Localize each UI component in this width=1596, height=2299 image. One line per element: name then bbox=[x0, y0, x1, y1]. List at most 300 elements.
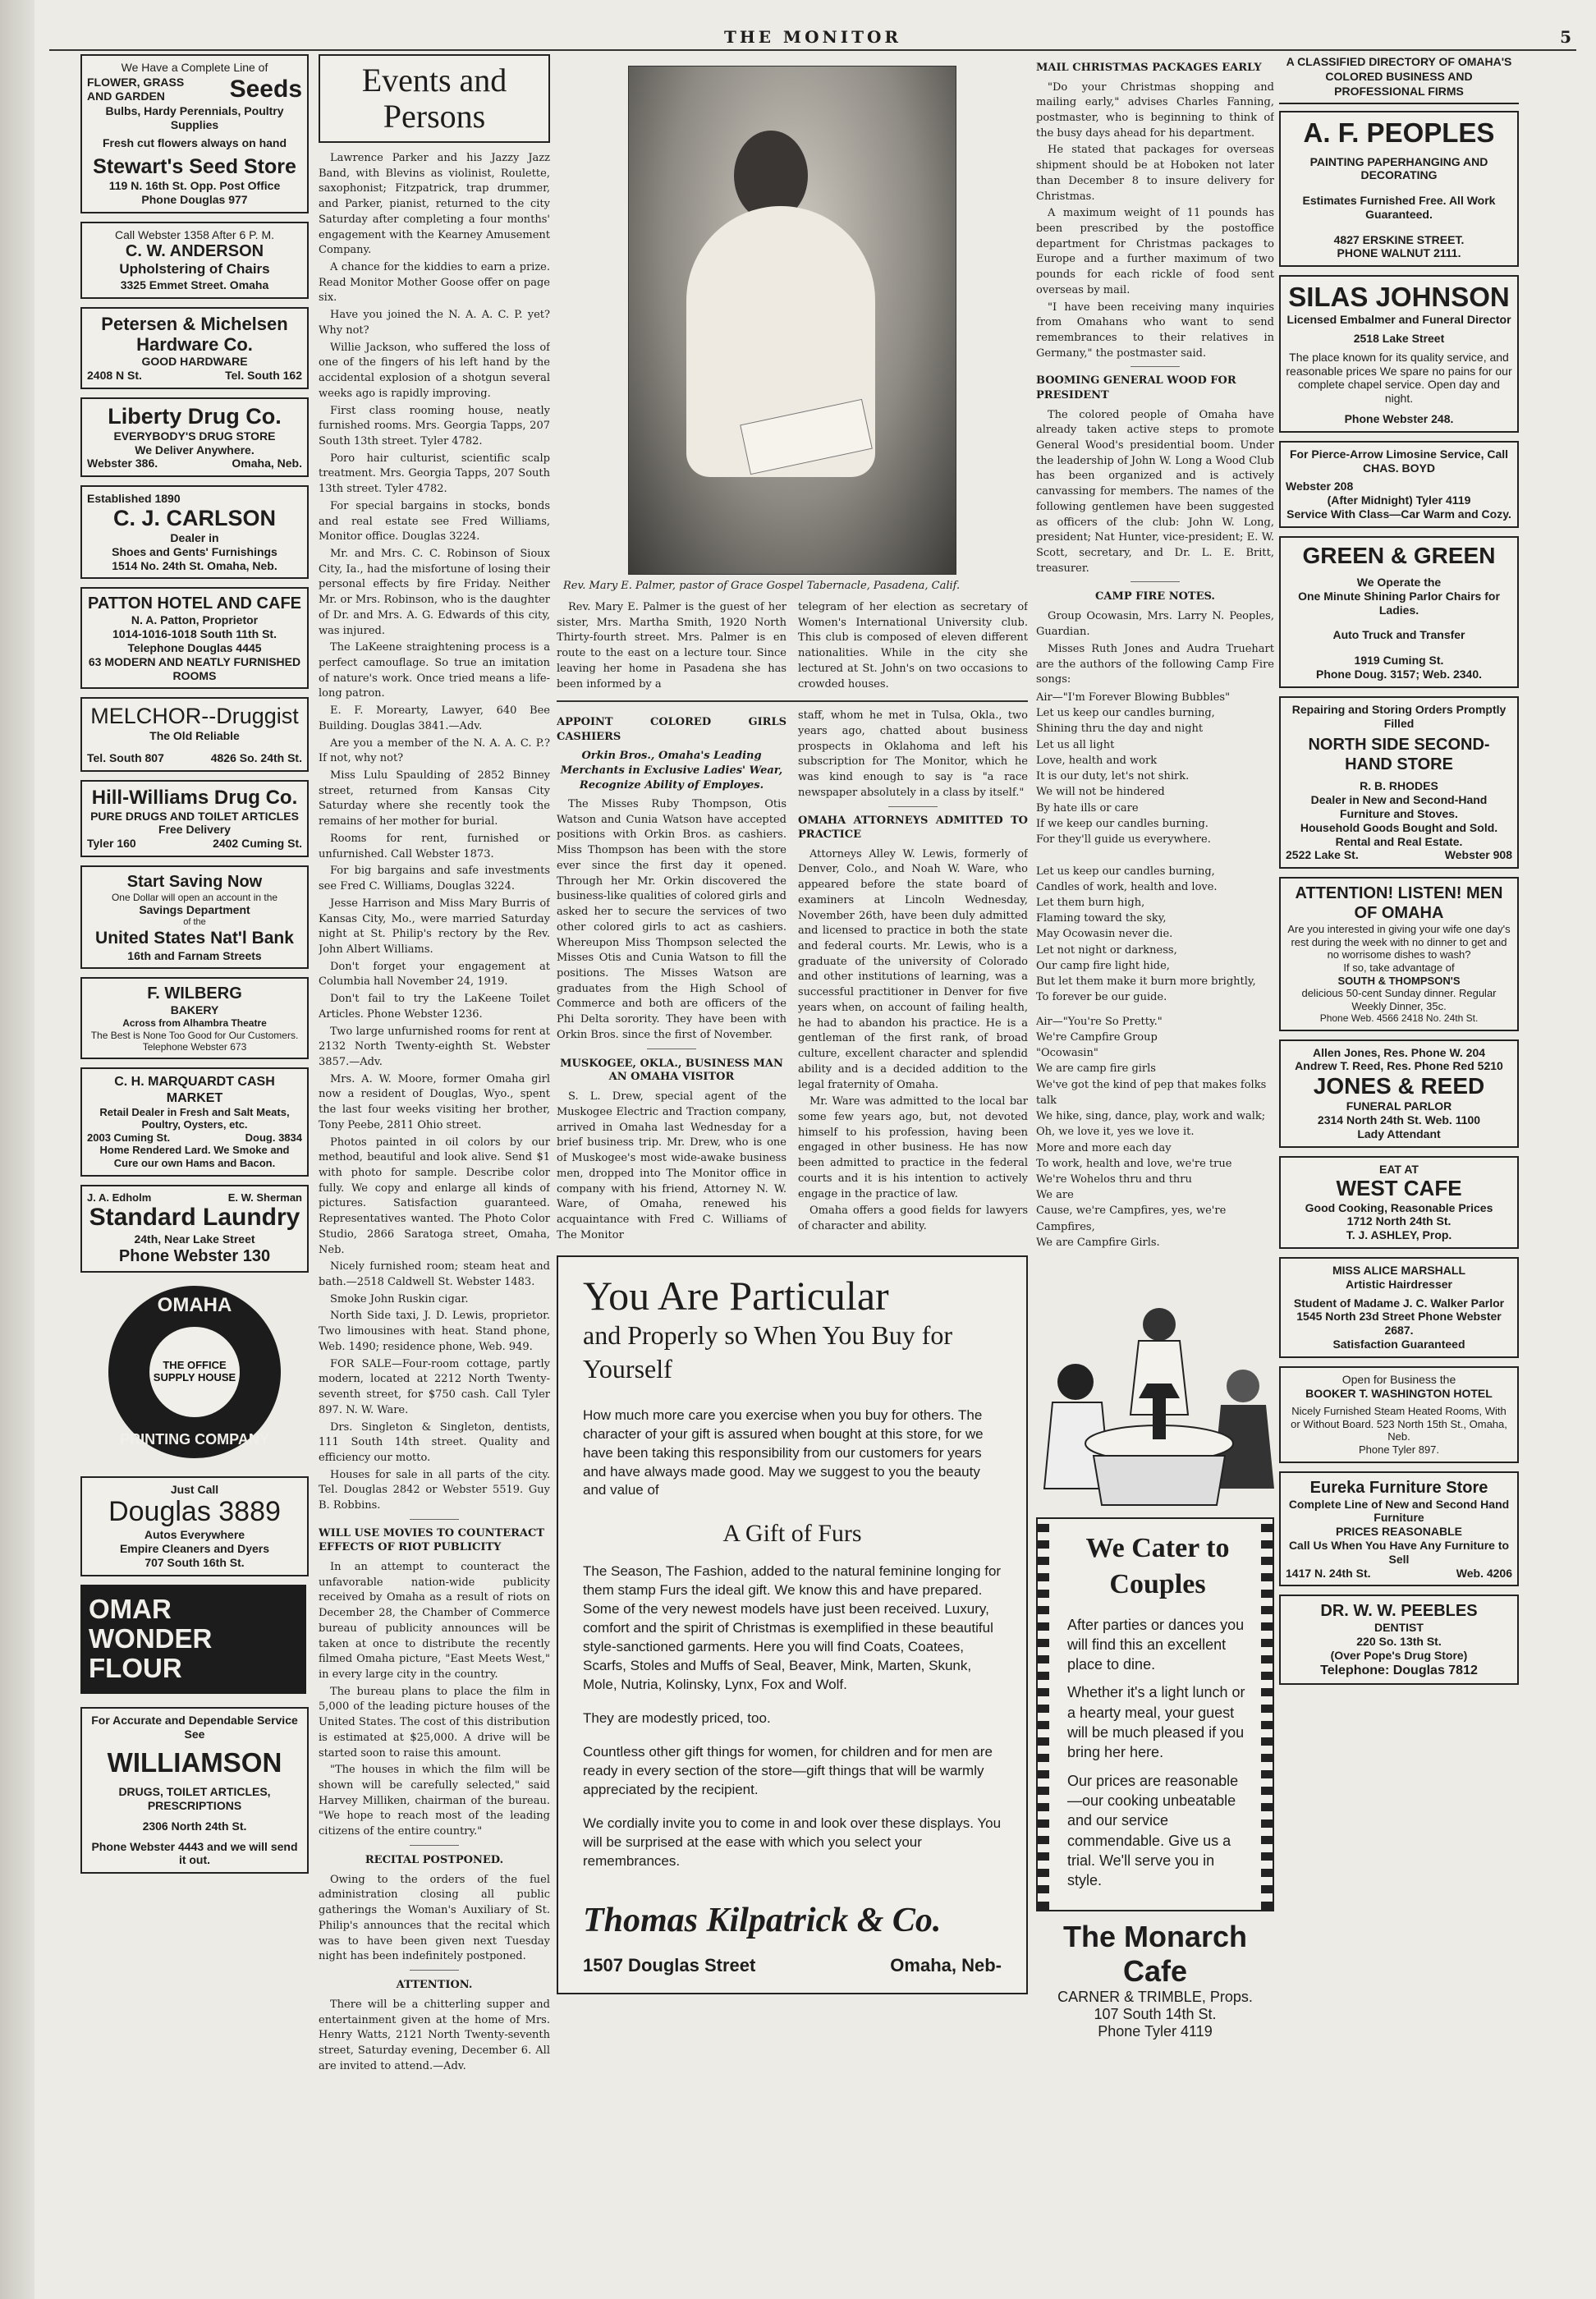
ad-address: 2306 North 24th St. bbox=[142, 1819, 247, 1833]
article-paragraph: Miss Lulu Spaulding of 2852 Binney street, returned from Kansas City Saturday where she recently took the remains of her mother for burial. bbox=[319, 769, 550, 828]
ad-phone: Phone Douglas 977 bbox=[141, 192, 248, 206]
column-four bbox=[1036, 54, 1274, 2156]
song-line: We are bbox=[1036, 1189, 1074, 1202]
ad-signature bbox=[583, 1901, 1002, 1940]
ad-line: N. A. Patton, Proprietor bbox=[131, 613, 259, 627]
ad-name: JONES & REED bbox=[1313, 1073, 1485, 1099]
ad-line: 1014-1016-1018 South 11th St. bbox=[112, 627, 277, 641]
ad-address: 4826 So. 24th St. bbox=[210, 751, 302, 765]
omaha-printing-logo bbox=[108, 1286, 281, 1458]
ad-line: Savings Department bbox=[139, 903, 250, 917]
ad-address: 24th, Near Lake Street bbox=[134, 1232, 255, 1246]
song-line: Let us keep our candles burning, bbox=[1036, 707, 1215, 720]
ad-line: Estimates Furnished Free. All Work Guaranteed. bbox=[1302, 194, 1496, 221]
mail-body bbox=[1036, 80, 1274, 362]
ad-phone: Phone Webster 130 bbox=[118, 1246, 271, 1265]
center-column bbox=[557, 54, 1028, 2156]
ad-line: CARNER & TRIMBLE, Props. bbox=[1057, 1989, 1253, 2006]
ad-line: DENTIST bbox=[1374, 1621, 1424, 1635]
song-line: If we keep our candles burning. bbox=[1036, 817, 1208, 830]
song-line: Candles of work, health and love. bbox=[1036, 880, 1218, 893]
ad-petersen bbox=[80, 307, 309, 389]
flour-text: OMAR bbox=[89, 1593, 172, 1624]
ad-text: How much more care you exercise when you buy for others. The character of your gift is assured when bought at this store, for we have been taking this responsibility from our customers for years and have always made good. May we suggest to you the beauty and value of bbox=[583, 1406, 984, 1498]
ad-phone: Webster 908 bbox=[1444, 848, 1512, 862]
ad-hill-williams bbox=[80, 780, 309, 857]
song-line: Cause, we're Campfires, yes, we're Campfires, bbox=[1036, 1205, 1227, 1233]
ad-name: MELCHOR--Druggist bbox=[90, 704, 299, 729]
divider bbox=[1130, 581, 1180, 582]
article-paragraph: Lawrence Parker and his Jazzy Jazz Band, with Blevins as violinist, Roulette, saxophonist; Fitzpatrick, trap drummer, and Parker, pianist, returned to the city Saturday after completing a four months' engagement with the Kearney Amusement Company. bbox=[319, 152, 550, 257]
article-paragraph: Photos painted in oil colors by our method, beautiful and look alive. Send $1 with photo for sample. Describe color fully. We copy and enlarge all kinds of pictures. Satisfaction guaranteed. Representatives wanted. The Photo Color Studio, 2866 Saratoga street, Omaha, Neb. bbox=[319, 1136, 550, 1256]
ad-line: Household Goods Bought and Sold. Rental and Real Estate. bbox=[1300, 820, 1498, 848]
headline-cashiers: APPOINT COLORED GIRLS CASHIERS bbox=[557, 716, 787, 743]
decorative-border bbox=[1261, 1519, 1273, 1910]
article-paragraph: Mr. Ware was admitted to the local bar some few years ago, but, not devoted himself to his profession, having been engaged in other business. He has now been admitted to practice in the federal courts and it is his intention to actively engage in the practice of law. bbox=[798, 1095, 1028, 1200]
ad-line: Good Cooking, Reasonable Prices bbox=[1305, 1200, 1493, 1214]
headline-mail: MAIL CHRISTMAS PACKAGES EARLY bbox=[1036, 62, 1262, 74]
article-paragraph: "The houses in which the film will be shown will be carefully selected," said Harvey Milliken, chairman of the bureau. "We hope to reach most of the leading citizens of the entire country." bbox=[319, 1764, 550, 1838]
article-paragraph: FOR SALE—Four-room cottage, partly modern, located at 2212 North Twenty-seventh street, for $750 cash. Call Tyler 897. N. W. Ware. bbox=[319, 1357, 550, 1416]
page-edge bbox=[0, 0, 34, 2299]
subheadline-cashiers: Orkin Bros., Omaha's Leading Merchants in Exclusive Ladies' Wear, Recognize Ability of Employes. bbox=[560, 750, 783, 792]
ad-line: of the bbox=[183, 917, 206, 928]
ad-name: DR. W. W. PEEBLES bbox=[1320, 1602, 1478, 1621]
article-text: telegram of her election as secretary of Women's International University club. This club is composed of eleven different nationalities. While in the city she lectured at St. John's on two occasions to crowded houses. bbox=[798, 601, 1028, 691]
ad-name: Hill-Williams Drug Co. bbox=[91, 787, 298, 809]
article-paragraph: Have you joined the N. A. A. C. P. yet? Why not? bbox=[319, 309, 550, 337]
headline-wood: BOOMING GENERAL WOOD FOR PRESIDENT bbox=[1036, 374, 1236, 402]
article-paragraph: North Side taxi, J. D. Lewis, proprietor. Two limousines with heat. Stand phone, Web. 1490; residence phone, Web. 949. bbox=[319, 1310, 550, 1353]
ad-city: Omaha, Neb. bbox=[232, 457, 302, 470]
song-line: For they'll guide us everywhere. bbox=[1036, 833, 1211, 847]
ad-line: T. J. ASHLEY, Prop. bbox=[1346, 1228, 1452, 1242]
song-line: We hike, sing, dance, play, work and walk; bbox=[1036, 1110, 1266, 1123]
ad-name: MISS ALICE MARSHALL bbox=[1332, 1263, 1466, 1277]
ad-address: 2314 North 24th St. Web. 1100 bbox=[1317, 1113, 1481, 1127]
ad-alice-marshall bbox=[1279, 1257, 1519, 1358]
ad-phone: Web. 4206 bbox=[1456, 1566, 1512, 1580]
ad-line: Just Call bbox=[170, 1482, 219, 1496]
ad-name: WILLIAMSON bbox=[107, 1747, 282, 1778]
ad-line: The place known for its quality service, and reasonable prices We spare no pains for our complete chapel service. Open day and night. bbox=[1286, 350, 1512, 406]
article-paragraph: Mrs. A. W. Moore, former Omaha girl now a resident of Douglas, Wyo., spent the last four weeks visiting her brother, Tony Peebe, 2811 Ohio street. bbox=[319, 1072, 550, 1131]
ad-carlson bbox=[80, 485, 309, 579]
article-paragraph: Houses for sale in all parts of the city. Tel. Douglas 2842 or Webster 5519. Guy B. Robbins. bbox=[319, 1468, 550, 1512]
article-paragraph: "Do your Christmas shopping and mailing early," advises Charles Fanning, postmaster, who is beginning to think of the busy days ahead for his department. bbox=[1036, 80, 1274, 140]
ad-owner: E. W. Sherman bbox=[227, 1191, 302, 1204]
ad-name: F. WILBERG bbox=[147, 984, 242, 1003]
article-paragraph: First class rooming house, neatly furnished rooms. Mrs. Georgia Tapps, 207 South 13th street. Tyler 4782. bbox=[319, 404, 550, 447]
song-line: Let them burn high, bbox=[1036, 897, 1145, 910]
ad-address: 3325 Emmet Street. Omaha bbox=[120, 278, 269, 291]
headline-attention: ATTENTION. bbox=[396, 1979, 473, 1992]
ad-phone: PHONE WALNUT 2111. bbox=[1337, 246, 1461, 260]
ad-text: We cordially invite you to come in and look over these displays. You will be surprised at the ease with which you select your remembrances. bbox=[583, 1815, 1002, 1869]
flour-text: WONDER bbox=[89, 1623, 213, 1654]
ad-subheadline: and Properly so When You Buy for Yourself bbox=[583, 1319, 953, 1384]
ad-heading: Start Saving Now bbox=[126, 872, 263, 891]
article-paragraph: Attorneys Alley W. Lewis, formerly of Denver, Colo., and Noah W. Ware, who appeared before the state board of examiners at Lincoln Wednesday, November 26th, have been duly admitted and licensed to practice in both the state and federal courts. Mr. Lewis, who is a graduate of the university of Colorado and other institutions of learning, was a successful practitioner in Denver for five years when, on account of failing health, he had to abandon his practice. He is a gentleman of the first rank, of broad culture, excellent character and splendid ability and is a decided addition to the legal fraternity of Omaha. bbox=[798, 847, 1028, 1091]
ad-headline: We Cater to Couples bbox=[1085, 1533, 1230, 1600]
song-line: May Ocowasin never die. bbox=[1036, 928, 1173, 941]
article-paragraph: Don't forget your engagement at Columbia hall November 24, 1919. bbox=[319, 960, 550, 989]
ad-line: Call Us When You Have Any Furniture to Sell bbox=[1288, 1539, 1510, 1566]
divider bbox=[410, 1845, 459, 1846]
ad-name: Stewart's Seed Store bbox=[93, 155, 296, 179]
article-paragraph: Smoke John Ruskin cigar. bbox=[330, 1292, 469, 1306]
ad-line: Home Rendered Lard. We Smoke and Cure our own Hams and Bacon. bbox=[99, 1144, 290, 1170]
ad-heading: ATTENTION! LISTEN! MEN OF OMAHA bbox=[1295, 884, 1503, 923]
article-text: S. L. Drew, special agent of the Muskogee Electric and Traction company, arrived in Omaha last Wednesday for a brief business trip. Mr. Drew, who is one of Muskogee's most wide-awake business men, dropped into The Monitor office in company with his friend, Attorney N. W. Ware, of Omaha, renewed his acquaintance with Fred C. Williams of The Monitor bbox=[557, 1090, 787, 1241]
ad-line: Nicely Furnished Steam Heated Rooms, With or Without Board. 523 North 15th St., Omaha, Neb. bbox=[1291, 1405, 1507, 1443]
ad-line: SOUTH & THOMPSON'S bbox=[1337, 974, 1461, 987]
ad-city: Omaha, Neb- bbox=[890, 1954, 1002, 1975]
ad-line: Auto Truck and Transfer bbox=[1332, 628, 1465, 642]
ad-company: Thomas Kilpatrick & Co. bbox=[583, 1901, 942, 1939]
directory-heading: A CLASSIFIED DIRECTORY OF OMAHA'S COLORED BUSINESS AND PROFESSIONAL FIRMS bbox=[1279, 54, 1519, 104]
ad-line: One Minute Shining Parlor Chairs for Ladies. bbox=[1298, 589, 1500, 617]
ad-line: GOOD HARDWARE bbox=[141, 355, 248, 369]
masthead-title: THE MONITOR bbox=[723, 27, 902, 47]
events-column bbox=[319, 54, 550, 2156]
ad-line: For Pierce-Arrow Limosine Service, Call bbox=[1289, 447, 1509, 461]
article-paragraph: The LaKeene straightening process is a perfect camouflage. So true an imitation of nature's work. Once tried means a life-long patron. bbox=[319, 641, 550, 700]
ad-line: Shoes and Gents' Furnishings bbox=[112, 544, 277, 558]
ad-name: Eureka Furniture Store bbox=[1309, 1478, 1488, 1497]
ad-name: The Monarch Cafe bbox=[1062, 1920, 1247, 1989]
ad-line: Allen Jones, Res. Phone W. 204 bbox=[1312, 1045, 1486, 1059]
ad-omar-flour bbox=[80, 1585, 306, 1694]
ad-chas-boyd bbox=[1279, 441, 1519, 528]
ad-phone: Webster 208 bbox=[1286, 480, 1354, 493]
ad-line: FUNERAL PARLOR bbox=[1346, 1099, 1452, 1113]
ad-line: Dealer in New and Second-Hand Furniture and Stoves. bbox=[1310, 793, 1488, 820]
ad-address: 220 So. 13th St. bbox=[1356, 1635, 1442, 1649]
headline-recital: RECITAL POSTPONED. bbox=[365, 1853, 504, 1866]
ad-line: R. B. RHODES bbox=[1360, 779, 1438, 793]
article-paragraph: Mr. and Mrs. C. C. Robinson of Sioux City, Ia., had the misfortune of losing their personal effects by fire Friday. Neither Mr. or Mrs. Robinson, who is the daughter of Dr. and Mrs. A. G. Edwards of this city, was injured. bbox=[319, 547, 550, 637]
ad-line: Fresh cut flowers always on hand bbox=[102, 136, 287, 150]
ad-line: Open for Business the bbox=[1341, 1372, 1456, 1386]
ad-we-cater bbox=[1036, 1517, 1274, 1911]
ad-name: Petersen & Michelsen Hardware Co. bbox=[101, 313, 288, 355]
ad-marquardt bbox=[80, 1067, 309, 1176]
ad-address: 1417 N. 24th St. bbox=[1286, 1566, 1371, 1580]
ad-phone: Phone Tyler 897. bbox=[1358, 1443, 1440, 1457]
ad-line: Retail Dealer in Fresh and Salt Meats, Poultry, Oysters, etc. bbox=[99, 1105, 290, 1131]
ad-line: Phone Webster 4443 and we will send it out. bbox=[91, 1839, 298, 1867]
article-paragraph: Rooms for rent, furnished or unfurnished. Call Webster 1873. bbox=[319, 832, 550, 860]
song-line: By hate ills or care bbox=[1036, 801, 1139, 815]
ad-name: Standard Laundry bbox=[89, 1204, 300, 1232]
article-text: Misses Ruth Jones and Audra Truehart are the authors of the following Camp Fire songs: bbox=[1036, 642, 1274, 686]
ad-phone: (After Midnight) Tyler 4119 bbox=[1327, 493, 1471, 507]
ad-address: 2408 N St. bbox=[87, 368, 142, 382]
ad-wilberg-bakery bbox=[80, 977, 309, 1059]
ad-phone: Telephone Webster 673 bbox=[142, 1040, 247, 1053]
ad-address: 1514 No. 24th St. Omaha, Neb. bbox=[112, 558, 277, 572]
ad-anderson bbox=[80, 222, 309, 299]
ad-monarch-cafe bbox=[1036, 1920, 1274, 2040]
ad-name: A. F. PEOPLES bbox=[1303, 117, 1495, 148]
ad-name: SILAS JOHNSON bbox=[1288, 282, 1510, 313]
ad-line: Are you interested in giving your wife one day's rest during the week with no dinner to get and no worrisome dishes to wash? bbox=[1287, 923, 1511, 961]
ad-line: Satisfaction Guaranteed bbox=[1332, 1337, 1465, 1351]
decorative-border bbox=[1038, 1519, 1049, 1910]
ad-name: PATTON HOTEL AND CAFE bbox=[88, 594, 301, 613]
ad-line: PURE DRUGS AND TOILET ARTICLES bbox=[90, 809, 299, 823]
ad-address: 2003 Cuming St. bbox=[87, 1131, 171, 1144]
article-paragraph: A chance for the kiddies to earn a prize. Read Monitor Mother Goose offer on page six. bbox=[319, 261, 550, 305]
ad-phone: Telephone: Douglas 7812 bbox=[1320, 1663, 1478, 1677]
ad-line: One Dollar will open an account in the bbox=[111, 891, 278, 903]
ad-phone: Phone Webster 248. bbox=[1344, 412, 1454, 425]
article-text: staff, whom he met in Tulsa, Okla., two years ago, chatted about business prospects in Oklahoma and left his subscription for The Monitor, which he was kind enough to say is "a race newspaper absolutely in a class by itself." bbox=[798, 709, 1028, 799]
ad-address: 2522 Lake St. bbox=[1286, 848, 1359, 862]
dining-couple-illustration bbox=[1036, 1292, 1274, 1517]
ad-name: BOOKER T. WASHINGTON HOTEL bbox=[1305, 1386, 1493, 1400]
song-line: To work, health and love, we're true bbox=[1036, 1157, 1232, 1170]
song-line: We are Campfire Girls. bbox=[1036, 1236, 1160, 1249]
ad-text: Countless other gift things for women, for children and for men are ready in every section of the store—gift things that will be warmly appreciated by the recipient. bbox=[583, 1743, 993, 1797]
ad-name: CHAS. BOYD bbox=[1363, 461, 1435, 475]
ad-west-cafe bbox=[1279, 1156, 1519, 1249]
song-line: It is our duty, let's not shirk. bbox=[1036, 770, 1190, 783]
logo-text: OMAHA bbox=[157, 1293, 232, 1316]
article-paragraph: A maximum weight of 11 pounds has been prescribed by the postoffice department for Christmas packages to Europe and a further maximum of two pounds for each rickle of food sent overseas by mail. bbox=[1036, 207, 1274, 296]
ad-address: 4827 ERSKINE STREET. bbox=[1333, 232, 1465, 246]
ad-line: Licensed Embalmer and Funeral Director bbox=[1286, 313, 1511, 327]
ad-name: Liberty Drug Co. bbox=[108, 403, 282, 429]
ad-line: Service With Class—Car Warm and Cozy. bbox=[1286, 507, 1511, 521]
ad-owner: J. A. Edholm bbox=[87, 1191, 152, 1204]
ad-address: 2518 Lake Street bbox=[1353, 332, 1445, 346]
ad-booker-washington-hotel bbox=[1279, 1366, 1519, 1463]
ad-peoples bbox=[1279, 111, 1519, 268]
ad-line: Across from Alhambra Theatre bbox=[122, 1017, 267, 1030]
ad-eureka-furniture bbox=[1279, 1471, 1519, 1587]
ad-furs-title: A Gift of Furs bbox=[722, 1520, 862, 1548]
ad-address: 1919 Cuming St. bbox=[1354, 654, 1444, 668]
headline-campfire: CAMP FIRE NOTES. bbox=[1095, 590, 1215, 603]
ad-line: For Accurate and Dependable Service See bbox=[91, 1713, 298, 1741]
song-line: Shining thru the day and night bbox=[1036, 723, 1204, 736]
ad-name: NORTH SIDE SECOND-HAND STORE bbox=[1308, 736, 1490, 774]
song-line: But let them make it burn more brightly, bbox=[1036, 975, 1256, 989]
article-text: Group Ocowasin, Mrs. Larry N. Peoples, Guardian. bbox=[1036, 610, 1274, 639]
article-paragraph: Are you a member of the N. A. A. C. P.? If not, why not? bbox=[319, 737, 550, 765]
article-paragraph: Poro hair culturist, scientific scalp treatment. Mrs. Georgia Tapps, 207 South 13th street. Tyler 4782. bbox=[319, 452, 550, 496]
article-paragraph: He stated that packages for overseas shipment should be at Hoboken not later than December 8 to insure delivery for Christmas. bbox=[1036, 144, 1274, 203]
song-line: We're Wohelos thru and thru bbox=[1036, 1173, 1192, 1186]
ad-line: DRUGS, TOILET ARTICLES, PRESCRIPTIONS bbox=[118, 1785, 271, 1813]
ad-line: Bulbs, Hardy Perennials, Poultry Supplies bbox=[105, 103, 284, 131]
recital-text: Owing to the orders of the fuel administration closing all public gatherings the Woman's Auxiliary of St. Philip's announces that the recital which was to have been given next Tuesday night has been indefinitely postponed. bbox=[319, 1873, 550, 1963]
ad-melchor bbox=[80, 697, 309, 772]
ad-line: We Have a Complete Line of bbox=[121, 61, 268, 74]
ad-line: If so, take advantage of bbox=[1343, 961, 1455, 974]
ad-line: (Over Pope's Drug Store) bbox=[1330, 1649, 1468, 1663]
ad-address: 2402 Cuming St. bbox=[213, 837, 302, 851]
ad-line: Dealer in bbox=[170, 530, 219, 544]
ad-address: 107 South 14th St. bbox=[1094, 2006, 1217, 2023]
article-paragraph: Don't fail to try the LaKeene Toilet Articles. Phone Webster 1236. bbox=[319, 993, 550, 1021]
ad-line: Complete Line of New and Second Hand Furniture bbox=[1288, 1497, 1510, 1525]
song-line: Let not night or darkness, bbox=[1036, 943, 1177, 957]
page-number: 5 bbox=[1560, 27, 1571, 47]
ad-line: 63 MODERN AND NEATLY FURNISHED ROOMS bbox=[88, 654, 301, 682]
ad-seeds: Seeds bbox=[229, 75, 302, 103]
ad-phone: Phone Doug. 3157; Web. 2340. bbox=[1315, 667, 1483, 681]
ad-text: The Season, The Fashion, added to the natural feminine longing for them stamp Furs the ideal gift. We know this and have prepared. Some of the very newest models have just been received. Luxury, comfort and the spirit of Christmas is exemplified in these beautiful style-sanctioned garments. Here you will find Coats, Coatees, Scarfs, Stoles and Muffs of Seal, Beaver, Mink, Marten, Skunk, Mole, Nutria, Kolinsky, Lynx, Fox and Wolf. bbox=[583, 1563, 1002, 1693]
logo-text: PRINTING COMPANY bbox=[120, 1430, 269, 1448]
ad-line: FLOWER, GRASS AND GARDEN bbox=[87, 76, 185, 103]
article-paragraph: For special bargains in stocks, bonds and real estate see Fred Williams, Monitor office. Douglas 3224. bbox=[319, 499, 550, 544]
ad-line: Repairing and Storing Orders Promptly Filled bbox=[1291, 702, 1507, 730]
ad-line: EVERYBODY'S DRUG STORE bbox=[113, 429, 276, 443]
movies-body bbox=[319, 1560, 550, 1840]
ad-name: WEST CAFE bbox=[1336, 1175, 1462, 1200]
photo-caption: Rev. Mary E. Palmer, pastor of Grace Gospel Tabernacle, Pasadena, Calif. bbox=[563, 580, 961, 592]
divider bbox=[410, 1519, 459, 1520]
ad-line: PAINTING PAPERHANGING AND DECORATING bbox=[1309, 154, 1488, 182]
ad-line: Student of Madame J. C. Walker Parlor 1545 North 23d Street Phone Webster 2687. bbox=[1293, 1296, 1505, 1338]
ad-line: delicious 50-cent Sunday dinner. Regular Weekly Dinner, 35c. bbox=[1301, 987, 1497, 1012]
ad-phone: Webster 386. bbox=[87, 457, 158, 470]
song-line: To forever be our guide. bbox=[1036, 991, 1167, 1004]
ad-kilpatrick bbox=[557, 1255, 1028, 1994]
ad-address: 1712 North 24th St. bbox=[1346, 1214, 1452, 1228]
article-paragraph: Jesse Harrison and Miss Mary Burris of Kansas City, Mo., were married Saturday night at St. Philip's rectory by the Rev. John Albert Williams. bbox=[319, 897, 550, 956]
ad-line: Artistic Hairdresser bbox=[1346, 1277, 1452, 1291]
ad-phone: Tel. South 162 bbox=[225, 368, 302, 382]
headline-muskogee: MUSKOGEE, OKLA., BUSINESS MAN AN OMAHA VISITOR bbox=[560, 1057, 783, 1084]
directory-column bbox=[1279, 54, 1519, 2156]
wood-body bbox=[1036, 408, 1274, 577]
song-line: Let us keep our candles burning, bbox=[1036, 865, 1215, 878]
ad-line: Empire Cleaners and Dyers bbox=[119, 1542, 270, 1556]
divider bbox=[888, 806, 938, 807]
song-line: Air—"I'm Forever Blowing Bubbles" bbox=[1036, 691, 1231, 704]
article-paragraph: The bureau plans to place the film in 5,000 of the leading picture houses of the United States. The cost of this distribution is estimated at $25,000. A drive will be started soon to raise this amount. bbox=[319, 1685, 550, 1760]
article-text: The Misses Ruby Thompson, Otis Watson and Cunia Watson have accepted positions with Orkin Bros. as cashiers. Miss Thompson has been with the store ever since the first day it opened. Through her Mr. Orkin discovered the business-like qualities of colored girls and asked her to secure the services of two other colored girls to act as cashiers. Whereupon Miss Thompson selected the Misses Otis and Cunia Watson to fill the positions. The Misses Watson are graduates from the High School of Commerce and both are officers of the Phi Delta sorority. They have been with Orkin Bros. since the first of November. bbox=[557, 798, 787, 1041]
article-paragraph: In an attempt to counteract the unfavorable nation-wide publicity received by Omaha as a result of riots on December 28, the Chamber of Commerce bureau of publicity announces will be taken at once to distribute the recently filmed Omaha picture, "East Meets West," in every large city in the country. bbox=[319, 1560, 550, 1681]
ad-text: Whether it's a light lunch or a hearty meal, your guest will be much pleased if you bring her here. bbox=[1067, 1684, 1245, 1761]
song-line: We are camp fire girls bbox=[1036, 1062, 1156, 1076]
events-body bbox=[319, 151, 550, 1514]
ad-south-thompson bbox=[1279, 877, 1519, 1031]
song-line: Our camp fire light hide, bbox=[1036, 959, 1170, 972]
song-line: We've got the kind of pep that makes folks talk bbox=[1036, 1078, 1267, 1107]
ad-line: We Deliver Anywhere. bbox=[135, 443, 255, 457]
ad-text: Our prices are reasonable—our cooking unbeatable and our service commendable. Give us a trial. We'll serve you in style. bbox=[1067, 1772, 1239, 1889]
ad-name: C. W. ANDERSON bbox=[125, 242, 264, 261]
ad-patton-hotel bbox=[80, 587, 309, 689]
article-text: Rev. Mary E. Palmer is the guest of her sister, Mrs. Martha Smith, 1920 North Thirty-fourth street. Mrs. Palmer is en route to the east on a lecture tour. Since leaving her home in Pasadena she has been informed by a bbox=[557, 601, 787, 691]
article-paragraph: "I have been receiving many inquiries from Omahans who want to send remembrances to their relatives in Germany," the postmaster said. bbox=[1036, 301, 1274, 360]
article-paragraph: Drs. Singleton & Singleton, dentists, 111 South 14th street. Quality and efficiency our motto. bbox=[319, 1420, 550, 1464]
ad-phone: Tel. South 807 bbox=[87, 751, 164, 765]
ad-silas-johnson bbox=[1279, 275, 1519, 433]
dining-couple-illustration bbox=[1036, 1292, 1274, 1517]
song-line: More and more each day bbox=[1036, 1141, 1172, 1154]
ad-phone: Phone Tyler 4119 bbox=[1098, 2023, 1213, 2040]
ad-address: 1507 Douglas Street bbox=[583, 1954, 756, 1975]
ad-phone: Tyler 160 bbox=[87, 837, 136, 851]
ad-name: GREEN & GREEN bbox=[1302, 542, 1496, 568]
ad-line: Andrew T. Reed, Res. Phone Red 5210 bbox=[1295, 1059, 1503, 1073]
ad-stewart-seed bbox=[80, 54, 309, 213]
divider bbox=[410, 1970, 459, 1971]
ad-line: BAKERY bbox=[170, 1003, 219, 1017]
divider bbox=[1130, 366, 1180, 367]
headline-attorneys: OMAHA ATTORNEYS ADMITTED TO PRACTICE bbox=[798, 814, 1028, 842]
ad-line: The Old Reliable bbox=[149, 729, 240, 743]
ad-rhodes bbox=[1279, 696, 1519, 869]
song-line: Oh, we love it, yes we love it. bbox=[1036, 1126, 1195, 1139]
article-paragraph: E. F. Morearty, Lawyer, 640 Bee Building. Douglas 3841.—Adv. bbox=[319, 704, 550, 732]
ad-line: Established 1890 bbox=[87, 492, 181, 506]
article-paragraph: Nicely furnished room; steam heat and bath.—2518 Caldwell St. Webster 1483. bbox=[319, 1260, 550, 1289]
ad-text: They are modestly priced, too. bbox=[583, 1709, 771, 1726]
ad-us-national-bank bbox=[80, 865, 309, 969]
campfire-song-1 bbox=[1036, 690, 1274, 1006]
ad-line: Telephone Douglas 4445 bbox=[127, 640, 262, 654]
ad-line: Lady Attendant bbox=[1357, 1127, 1441, 1141]
ad-text: After parties or dances you will find this an excellent place to dine. bbox=[1067, 1616, 1245, 1673]
ad-phone: Doug. 3834 bbox=[245, 1131, 302, 1144]
article-paragraph: Willie Jackson, who suffered the loss of one of the fingers of his left hand by the accidental explosion of a shotgun several weeks ago is rapidly improving. bbox=[319, 341, 550, 400]
portrait-photo bbox=[628, 66, 956, 575]
ad-line: Upholstering of Chairs bbox=[119, 261, 270, 278]
song-line: Love, health and work bbox=[1036, 754, 1158, 767]
article-paragraph: For big bargains and safe investments see Fred C. Williams, Douglas 3224. bbox=[319, 865, 550, 893]
ad-green-green bbox=[1279, 536, 1519, 688]
ad-peebles-dentist bbox=[1279, 1595, 1519, 1685]
ad-williamson bbox=[80, 1707, 309, 1875]
article-paragraph: The colored people of Omaha have already taken active steps to promote General Wood's presidential boom. Under the leadership of John W. Long a Wood Club has been organized and is actively canvassing for members. The names of the following gentlemen have been suggested as officers of the club: John W. Long, president; Nat Hunter, vice-president; E. W. Scott, secretary, and Dr. L. E. Britt, treasurer. bbox=[1036, 408, 1274, 575]
ad-name: C. H. MARQUARDT CASH MARKET bbox=[114, 1075, 275, 1105]
article-paragraph: Two large unfurnished rooms for rent at 2132 North Twenty-eighth St. Webster 3857.—Adv. bbox=[319, 1025, 550, 1068]
events-heading: Events and Persons bbox=[319, 54, 550, 143]
ads-column-left bbox=[80, 54, 309, 2058]
ad-headline: You Are Particular bbox=[583, 1272, 889, 1319]
ad-address: 119 N. 16th St. Opp. Post Office bbox=[108, 178, 281, 192]
masthead bbox=[49, 25, 1576, 51]
ad-jones-reed bbox=[1279, 1039, 1519, 1148]
song-line: Air—"You're So Pretty." bbox=[1036, 1015, 1163, 1028]
ad-line: PRICES REASONABLE bbox=[1335, 1525, 1463, 1539]
headline-movies: WILL USE MOVIES TO COUNTERACT EFFECTS OF RIOT PUBLICITY bbox=[319, 1526, 545, 1554]
ad-line: The Best is None Too Good for Our Customers. bbox=[90, 1029, 299, 1041]
ad-standard-laundry bbox=[80, 1185, 309, 1273]
song-line: We're Campfire Group bbox=[1036, 1030, 1158, 1044]
song-line: Flaming toward the sky, bbox=[1036, 912, 1167, 925]
attorneys-body bbox=[798, 847, 1028, 1235]
song-line: Let us all light bbox=[1036, 738, 1115, 751]
ad-line: EAT AT bbox=[1379, 1162, 1419, 1176]
ad-address: 16th and Farnam Streets bbox=[127, 948, 262, 962]
ad-phone: Phone Web. 4566 2418 No. 24th St. bbox=[1319, 1012, 1479, 1025]
song-line: We will not be hindered bbox=[1036, 786, 1165, 799]
ad-line: Autos Everywhere bbox=[144, 1528, 245, 1542]
flour-text: FLOUR bbox=[89, 1653, 182, 1684]
logo-inner: THE OFFICE SUPPLY HOUSE bbox=[149, 1327, 240, 1417]
article-paragraph: Omaha offers a good fields for lawyers of character and ability. bbox=[798, 1205, 1028, 1232]
ad-empire-cleaners bbox=[80, 1476, 309, 1576]
song-line bbox=[1036, 847, 1274, 863]
